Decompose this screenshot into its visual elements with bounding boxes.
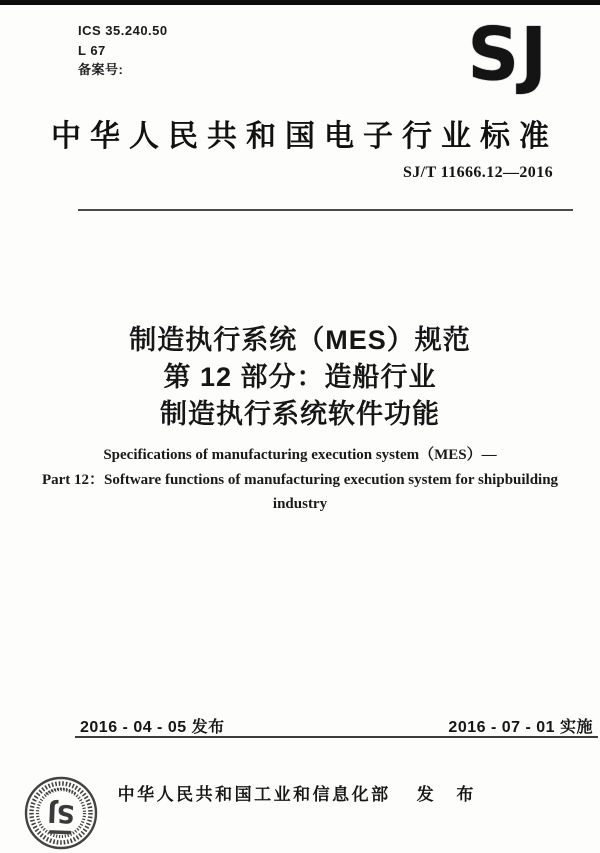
title-line-1: 制造执行系统（MES）规范	[129, 325, 471, 355]
document-title-english	[30, 443, 570, 517]
ics-code: ICS 35.240.50	[78, 23, 168, 38]
header-divider-rule	[78, 209, 573, 211]
stamp-center-text: SJ	[46, 798, 76, 829]
publisher-name: 中华人民共和国工业和信息化部	[117, 785, 391, 804]
class-code: L 67	[78, 42, 106, 58]
title-line-2: 第 12 部分：造船行业	[163, 362, 437, 392]
issue-date: 2016 - 04 - 05 发布	[80, 719, 225, 736]
english-title-line-3: industry	[272, 496, 328, 512]
footer-divider-rule	[75, 736, 598, 738]
publish-action-label: 发 布	[416, 785, 483, 804]
english-title-line-1: Specifications of manufacturing execution system（MES）—	[103, 447, 497, 463]
standard-category-title: 中华人民共和国电子行业标准	[51, 120, 558, 153]
sj-standard-logo: SJ	[467, 11, 548, 97]
english-title-line-2: Part 12：Software functions of manufacturing execution system for shipbuilding	[41, 471, 559, 488]
scan-artifact-top-bar	[0, 0, 600, 5]
title-line-3: 制造执行系统软件功能	[160, 399, 440, 429]
implementation-date: 2016 - 07 - 01 实施	[448, 719, 593, 736]
stamp-center-mark	[47, 799, 76, 835]
document-title-chinese	[0, 322, 600, 433]
standard-number: SJ/T 11666.12—2016	[402, 164, 553, 181]
classification-block	[78, 21, 168, 80]
anti-counterfeit-stamp	[20, 774, 102, 853]
filing-number-label: 备案号:	[78, 62, 124, 77]
